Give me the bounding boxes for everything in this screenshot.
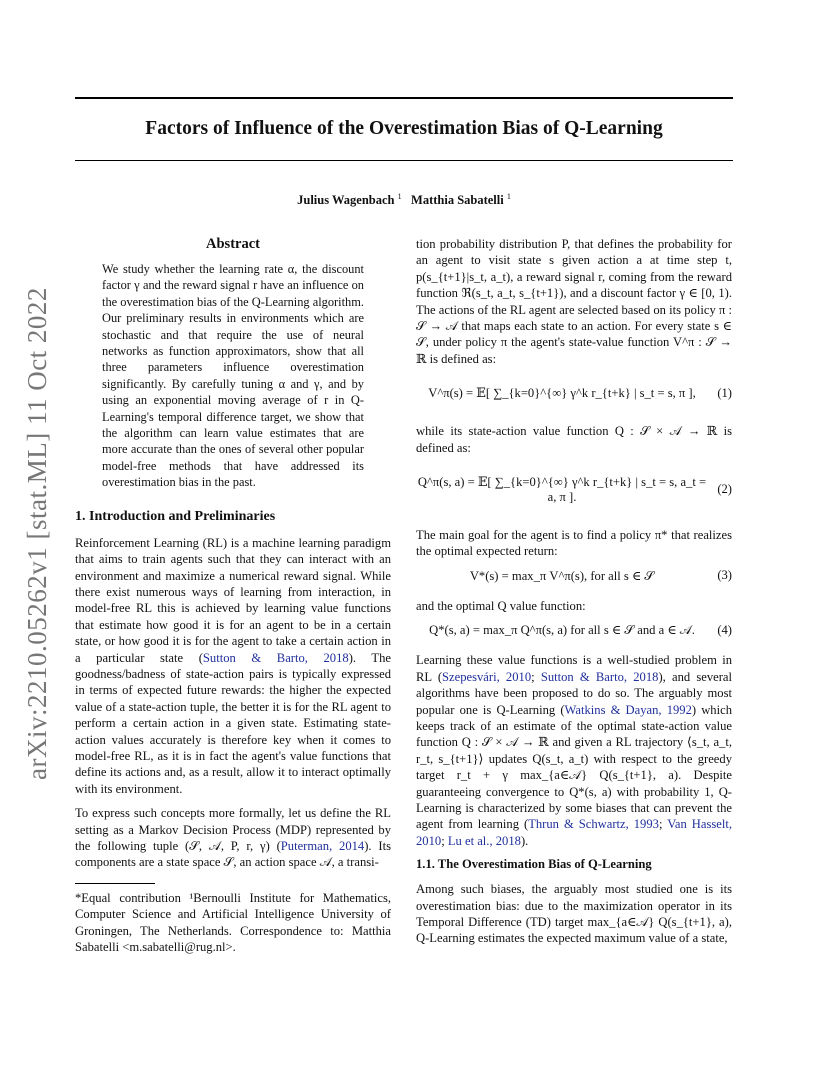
author-affiliation-mark: 1 [397,192,402,201]
citation-link[interactable]: Puterman, 2014 [280,839,365,853]
title-rule-bottom [75,160,733,161]
abstract-text: We study whether the learning rate α, the discount factor γ and the reward signal r have an influence on the overestimation bias of the Q-Learning algorithm. Our preliminary results in environments which are stochastic and that require the use of neural networks as function approximators, show that all three parameters influence overestimation significantly. By carefully tuning α and γ, and by using an exponential moving average of r in Q-Learning's temporal difference target, we show that the algorithm can learn value estimates that are more accurate than the ones of several other popular model-free methods that have addressed its overestimation bias in the past. [102,262,364,490]
abstract [75,261,391,491]
equation-1 [416,375,732,409]
paragraph: Reinforcement Learning (RL) is a machine learning paradigm that aims to train agents such that they can interact with an environment and maximize a numerical reward signal. While there exist numerous ways of learning from interaction, in model-free RL this is achieved by learning value functions that estimate how good it is for an agent to be in a certain state, or how good it is for the agent to take a certain action in a particular state (Sutton & Barto, 2018). The goodness/badness of state-action pairs is typically expressed in terms of expected future rewards: the higher the expected value of a state-action tuple, the better it is for the RL agent to perform a certain action in a given state. Estimating state-action values accurately is therefore key when it comes to model-free RL, as it is in fact the agent's value functions that define its actions and, as a result, allow it to interact optimally with its environment. [75,535,391,796]
equation-body: Q*(s, a) = max_π Q^π(s, a) for all s ∈ 𝒮 and a ∈ 𝒜. [429,623,695,638]
author-name: Julius Wagenbach [297,193,395,208]
section-heading: 1. Introduction and Preliminaries [75,508,276,524]
author-list [75,192,733,208]
title-rule-top [75,97,733,99]
citation-link[interactable]: Szepesvári, 2010 [442,669,532,684]
paragraph: Learning these value functions is a well-studied problem in RL (Szepesvári, 2010; Sutton & Barto, 2018), and several algorithms have been proposed to do so. The arguably most popular one is Q-Learning (Watkins & Dayan, 1992) which keeps track of an estimate of the optimal state-action value function Q : 𝒮 × 𝒜 → ℝ and given a RL trajectory ⟨s_t, a_t, r_t, s_{t+1}⟩ updates Q(s_t, a_t) with respect to the greedy target r_t + γ max_{a∈𝒜} Q(s_{t+1}, a). Despite guaranteeing convergence to Q*(s, a) with probability 1, Q-Learning is characterized by some biases that can prevent the agent from learning (Thrun & Schwartz, 1993; Van Hasselt, 2010; Lu et al., 2018). [416,653,733,848]
paragraph: and the optimal Q value function: [416,598,586,613]
citation-link[interactable]: Van Hasselt, 2010 [416,817,733,848]
author-affiliation-mark: 1 [506,192,511,201]
paragraph: tion probability distribution P, that defines the probability for an agent to visit state s given action a at time step t, p(s_{t+1}|s_t, a_t), a reward signal r, coming from the reward function ℜ(s_t, a_t, s_{t+1}), and a discount factor γ ∈ [0, 1). The actions of the RL agent are selected based on its policy π : 𝒮 → 𝒜 that maps each state to an action. For every state s ∈ 𝒮, under policy π the agent's state-value function V^π : 𝒮 → ℝ is defined as: [416,237,732,366]
author-name: Matthia Sabatelli [411,193,504,208]
equation-body: Q^π(s, a) = 𝔼[ ∑_{k=0}^{∞} γ^k r_{t+k} | s_t = s, a_t = a, π ]. [417,475,707,505]
arxiv-identifier-stamp: arXiv:2210.05262v1 [stat.ML] 11 Oct 2022 [22,287,52,780]
equation-number: (3) [717,568,732,583]
citation-link[interactable]: Sutton & Barto, 2018 [540,669,659,684]
paragraph: Among such biases, the arguably most studied one is its overestimation bias: due to the maximization operator in its Temporal Difference (TD) target max_{a∈𝒜} Q(s_{t+1}, a), Q-Learning estimates the expected maximum value of a state, [416,882,732,946]
equation-number: (4) [717,622,732,637]
citation-link[interactable]: Lu et al., 2018 [447,833,521,848]
left-column [75,236,391,963]
paragraph: The main goal for the agent is to find a policy π* that realizes the optimal expected return: [416,528,732,559]
citation-link[interactable]: Thrun & Schwartz, 1993 [528,817,659,832]
equation-4 [416,622,732,638]
equation-body: V*(s) = max_π V^π(s), for all s ∈ 𝒮 [469,568,655,583]
equation-number: (2) [717,482,732,497]
citation-link[interactable]: Watkins & Dayan, 1992 [564,702,692,717]
footnote: *Equal contribution ¹Bernoulli Institute for Mathematics, Computer Science and Artificial Intelligence University of Groningen, The Netherlands. Correspondence to: Matthia Sabatelli <m.sabatelli@rug.nl>. [75,890,391,955]
paragraph: while its state-action value function Q : 𝒮 × 𝒜 → ℝ is defined as: [416,424,732,455]
paragraph: To express such concepts more formally, let us define the RL setting as a Markov Decision Process (MDP) represented by the following tuple (𝒮, 𝒜, P, r, γ) (Puterman, 2014). Its components are a state space 𝒮, an action space 𝒜, a transi- [75,806,391,870]
abstract-heading: Abstract [206,236,260,252]
equation-number: (1) [717,385,732,400]
footnote-divider [75,883,155,884]
paper-title: Factors of Influence of the Overestimation Bias of Q-Learning [145,118,663,139]
equation-3 [416,568,732,584]
equation-2 [416,464,732,513]
citation-link[interactable]: Sutton & Barto, 2018 [202,650,349,665]
equation-body: V^π(s) = 𝔼[ ∑_{k=0}^{∞} γ^k r_{t+k} | s_t = s, π ], [428,386,696,401]
subsection-heading: 1.1. The Overestimation Bias of Q-Learning [416,857,652,872]
right-column [416,236,732,955]
